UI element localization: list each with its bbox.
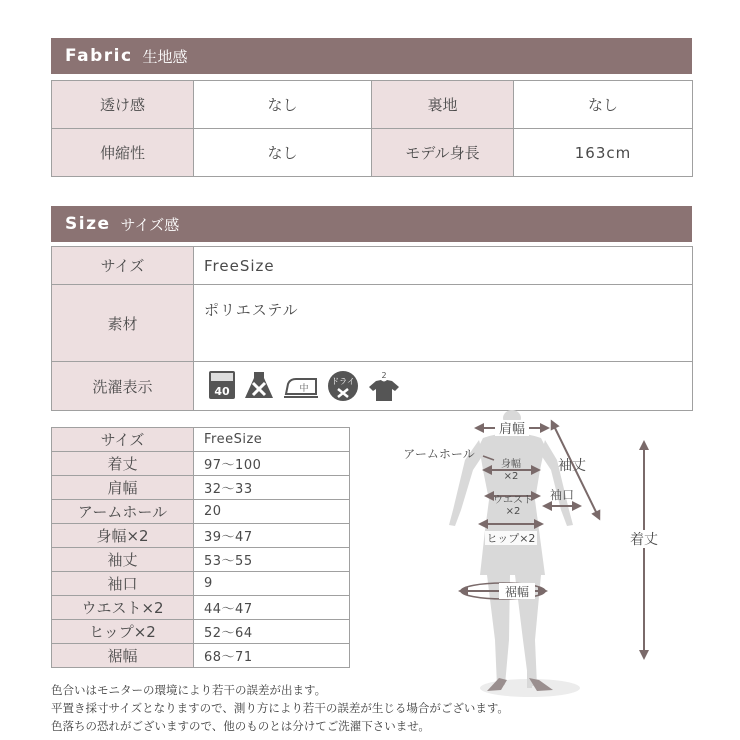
size-row xyxy=(52,247,693,285)
measure-label: アームホール xyxy=(52,500,194,524)
fabric-section-header xyxy=(51,38,692,74)
measure-value: 97〜100 xyxy=(194,452,350,476)
body-width-label-2: ×2 xyxy=(503,471,519,482)
size-section-header xyxy=(51,206,692,242)
wash-temp-text: 40 xyxy=(214,385,230,398)
table-row xyxy=(52,620,350,644)
stretch-value: なし xyxy=(194,129,372,177)
fabric-title-jp: 生地感 xyxy=(142,47,188,66)
measure-label: ヒップ×2 xyxy=(52,620,194,644)
care-icons-cell xyxy=(194,362,693,411)
table-row xyxy=(52,428,350,452)
care-icons xyxy=(208,370,402,402)
fabric-row xyxy=(52,129,693,177)
table-row xyxy=(52,572,350,596)
note-line: 色落ちの恐れがございますので、他のものとは分けてご洗濯下さいませ。 xyxy=(51,719,430,733)
fabric-row xyxy=(52,81,693,129)
no-bleach-icon xyxy=(242,370,276,400)
wash-40-icon xyxy=(208,370,236,400)
fabric-table xyxy=(51,80,693,177)
waist-label-1: ウエスト xyxy=(493,495,533,506)
table-row xyxy=(52,644,350,668)
note-line: 色合いはモニターの環境により若干の誤差が出ます。 xyxy=(51,683,327,697)
measure-value: 20 xyxy=(194,500,350,524)
size-title-en: Size xyxy=(65,214,111,234)
hip-label: ヒップ×2 xyxy=(486,532,536,545)
iron-temp-text: 中 xyxy=(299,384,309,394)
measure-label: 裾幅 xyxy=(52,644,194,668)
measurement-table xyxy=(51,427,350,668)
waist-label-2: ×2 xyxy=(505,506,521,517)
measure-label: 着丈 xyxy=(52,452,194,476)
shoulder-label: 肩幅 xyxy=(498,422,526,437)
model-height-value: 163cm xyxy=(514,129,693,177)
measure-value: 39〜47 xyxy=(194,524,350,548)
model-height-label: モデル身長 xyxy=(372,129,514,177)
fabric-title-en: Fabric xyxy=(65,46,133,66)
table-row xyxy=(52,476,350,500)
measure-label: 袖丈 xyxy=(52,548,194,572)
size-title-jp: サイズ感 xyxy=(120,215,180,234)
hem-label: 裾幅 xyxy=(504,585,530,599)
care-label: 洗濯表示 xyxy=(52,362,194,411)
measure-label: ウエスト×2 xyxy=(52,596,194,620)
size-value: FreeSize xyxy=(194,247,693,285)
size-table xyxy=(51,246,693,411)
material-value: ポリエステル xyxy=(194,285,693,362)
measure-value: 9 xyxy=(194,572,350,596)
care-row xyxy=(52,362,693,411)
measure-value: 68〜71 xyxy=(194,644,350,668)
measure-value: 32〜33 xyxy=(194,476,350,500)
measure-label: 肩幅 xyxy=(52,476,194,500)
measure-value: FreeSize xyxy=(194,428,350,452)
measure-value: 53〜55 xyxy=(194,548,350,572)
body-width-label-1: 身幅 xyxy=(501,459,521,470)
transparency-label: 透け感 xyxy=(52,81,194,129)
table-row xyxy=(52,548,350,572)
notes xyxy=(51,681,509,735)
material-row xyxy=(52,285,693,362)
dry-clean-icon xyxy=(326,370,360,402)
cuff-label: 袖口 xyxy=(549,488,575,502)
table-row xyxy=(52,452,350,476)
measure-value: 52〜64 xyxy=(194,620,350,644)
measure-label: 身幅×2 xyxy=(52,524,194,548)
hang-dry-text: 2 xyxy=(381,371,387,380)
measure-label: サイズ xyxy=(52,428,194,452)
armhole-label: アームホール xyxy=(403,447,475,461)
measure-value: 44〜47 xyxy=(194,596,350,620)
length-label: 着丈 xyxy=(630,532,658,548)
table-row xyxy=(52,500,350,524)
size-label: サイズ xyxy=(52,247,194,285)
table-row xyxy=(52,524,350,548)
lining-value: なし xyxy=(514,81,693,129)
transparency-value: なし xyxy=(194,81,372,129)
iron-medium-icon xyxy=(282,370,320,400)
stretch-label: 伸縮性 xyxy=(52,129,194,177)
lining-label: 裏地 xyxy=(372,81,514,129)
material-label: 素材 xyxy=(52,285,194,362)
table-row xyxy=(52,596,350,620)
hang-dry-icon xyxy=(366,370,402,402)
measure-label: 袖口 xyxy=(52,572,194,596)
dry-clean-text: ドライ xyxy=(331,377,355,386)
note-line: 平置き採寸サイズとなりますので、測り方により若干の誤差が生じる場合がございます。 xyxy=(51,701,509,715)
sleeve-length-label: 袖丈 xyxy=(558,458,586,474)
measurement-diagram xyxy=(395,410,695,710)
